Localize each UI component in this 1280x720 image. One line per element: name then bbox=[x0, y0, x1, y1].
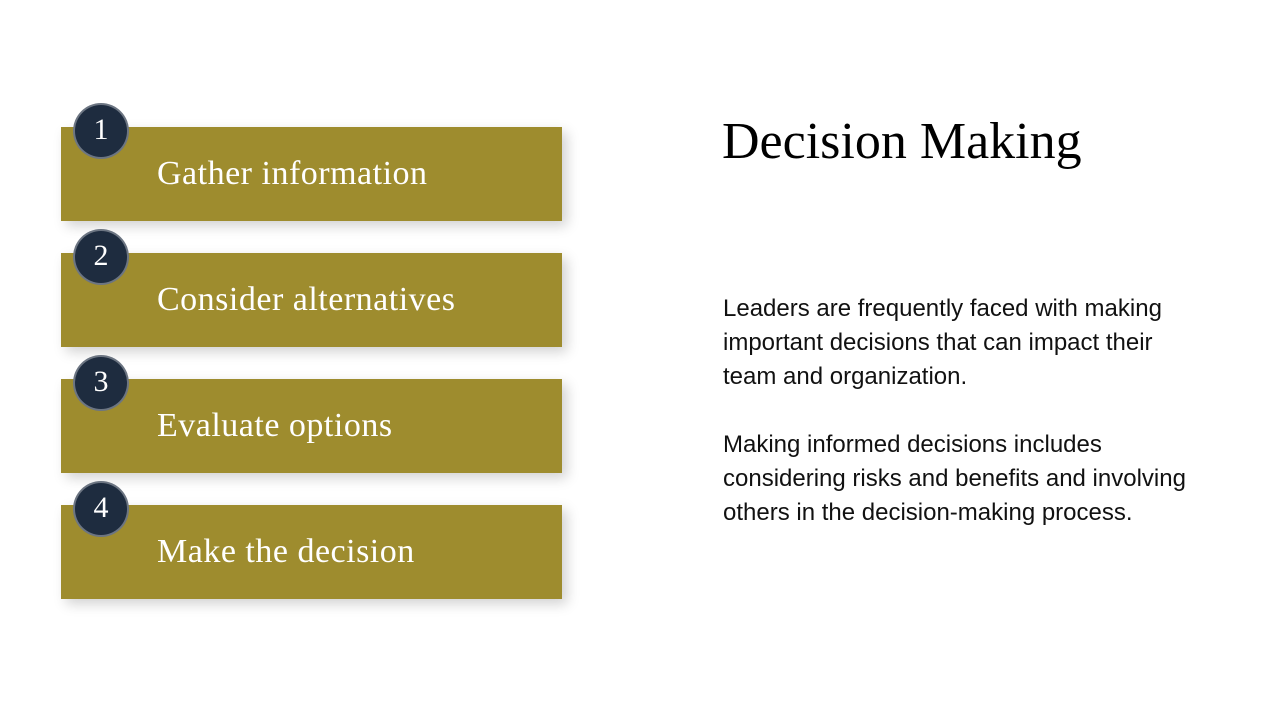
step-bar bbox=[61, 379, 562, 473]
body-paragraph-1: Leaders are frequently faced with making important decisions that can impact their team and organization. bbox=[723, 295, 1162, 390]
step-item-2 bbox=[61, 239, 562, 347]
step-label: Make the decision bbox=[157, 533, 415, 570]
body-paragraph-2: Making informed decisions includes considering risks and benefits and involving others in the decision-making process. bbox=[723, 431, 1186, 526]
step-number-badge bbox=[73, 103, 129, 159]
step-label: Gather information bbox=[157, 155, 428, 192]
step-bar bbox=[61, 253, 562, 347]
step-bar bbox=[61, 505, 562, 599]
step-number: 2 bbox=[93, 239, 109, 272]
step-number-badge bbox=[73, 229, 129, 285]
step-number-badge bbox=[73, 355, 129, 411]
step-item-3 bbox=[61, 365, 562, 473]
step-bar bbox=[61, 127, 562, 221]
step-label: Consider alternatives bbox=[157, 281, 456, 318]
step-number: 3 bbox=[93, 365, 109, 398]
step-number: 1 bbox=[93, 113, 109, 146]
slide-title: Decision Making bbox=[722, 113, 1082, 170]
step-item-1 bbox=[61, 113, 562, 221]
step-number: 4 bbox=[93, 491, 109, 524]
step-label: Evaluate options bbox=[157, 407, 393, 444]
step-item-4 bbox=[61, 491, 562, 599]
step-number-badge bbox=[73, 481, 129, 537]
slide-body bbox=[723, 292, 1201, 530]
